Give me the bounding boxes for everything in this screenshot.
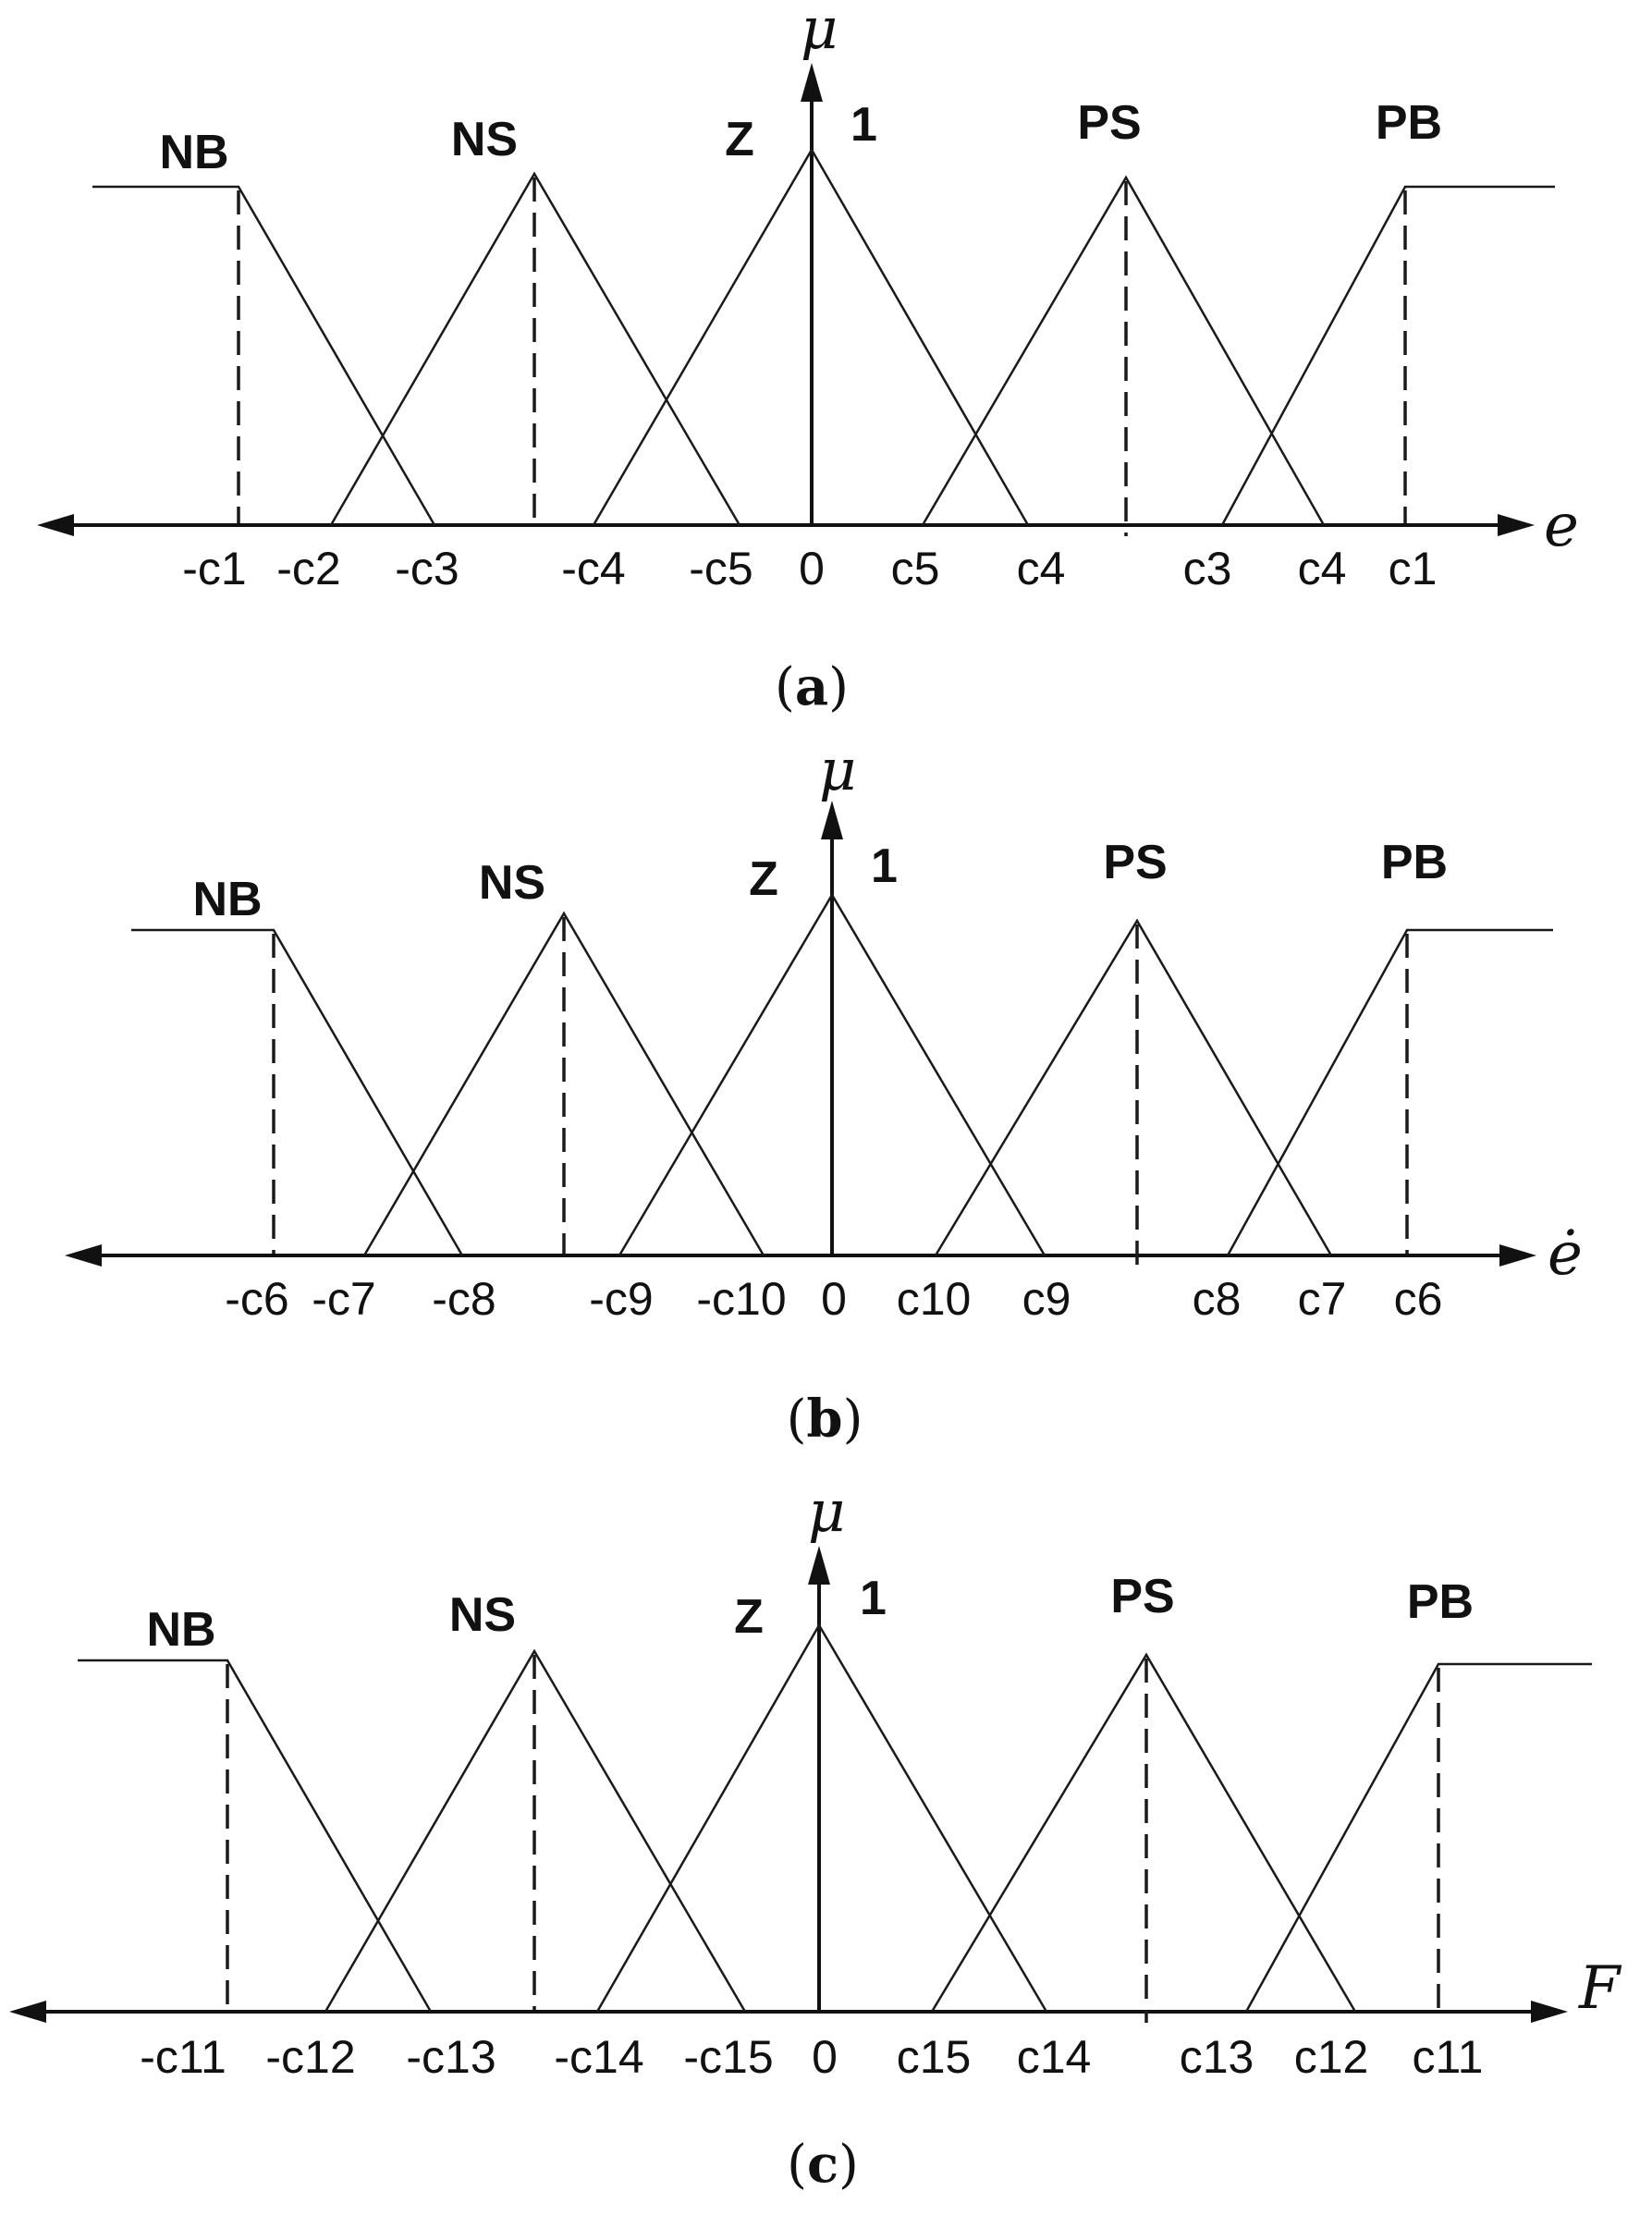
tick-label: 0 <box>812 2031 838 2083</box>
tick-label: -c9 <box>589 1273 654 1325</box>
x-axis-label: ė <box>1548 1220 1583 1289</box>
set-label-ps: PS <box>1077 96 1142 150</box>
tick-label: -c1 <box>182 543 247 594</box>
set-label-ns: NS <box>450 113 519 166</box>
tick-label: -c3 <box>395 543 459 594</box>
membership-pb <box>1222 187 1555 525</box>
membership-z <box>597 1625 1046 2012</box>
tick-label: c1 <box>1388 543 1438 594</box>
tick-label: c5 <box>890 543 940 594</box>
tick-label: c7 <box>1297 1273 1347 1325</box>
set-label-z: Z <box>734 1590 764 1644</box>
tick-label: -c5 <box>689 543 753 594</box>
tick-label: c15 <box>896 2031 972 2083</box>
set-label-pb: PB <box>1406 1575 1475 1629</box>
peak-label: 1 <box>871 839 898 893</box>
set-label-nb: NB <box>146 1603 216 1657</box>
tick-label: -c13 <box>406 2031 496 2083</box>
tick-label: c4 <box>1016 543 1066 594</box>
set-label-z: Z <box>749 852 778 906</box>
tick-label: -c6 <box>225 1273 289 1325</box>
tick-label: c13 <box>1179 2031 1254 2083</box>
set-label-pb: PB <box>1375 96 1443 150</box>
panel-a <box>37 0 1579 717</box>
tick-label: c8 <box>1192 1273 1242 1325</box>
set-label-ns: NS <box>478 856 546 910</box>
tick-label: c10 <box>896 1273 972 1325</box>
axis-arrow-up <box>801 63 823 102</box>
membership-pb <box>1246 1664 1592 2012</box>
tick-label: -c7 <box>312 1273 376 1325</box>
tick-label: c4 <box>1297 543 1347 594</box>
panel-b <box>65 736 1583 1450</box>
membership-ps <box>936 921 1331 1255</box>
tick-label: -c12 <box>265 2031 356 2083</box>
tick-label: -c8 <box>432 1273 496 1325</box>
x-axis-label: F <box>1579 1954 1621 2023</box>
axis-arrow-right <box>1498 514 1535 536</box>
axis-arrow-left <box>65 1244 102 1267</box>
tick-label: -c4 <box>561 543 626 594</box>
membership-ps <box>923 178 1324 525</box>
membership-pb <box>1228 930 1553 1255</box>
panel-c <box>9 1477 1622 2195</box>
tick-label: c9 <box>1022 1273 1071 1325</box>
axis-arrow-right <box>1531 2001 1568 2023</box>
axis-arrow-left <box>9 2001 46 2023</box>
membership-ps <box>932 1655 1355 2012</box>
set-label-ps: PS <box>1103 836 1168 889</box>
set-label-ps: PS <box>1110 1570 1175 1623</box>
tick-label: -c11 <box>140 2031 226 2083</box>
tick-label: c6 <box>1393 1273 1443 1325</box>
axis-arrow-left <box>37 514 74 536</box>
tick-label: 0 <box>821 1273 847 1325</box>
tick-label: c12 <box>1293 2031 1369 2083</box>
tick-label: c11 <box>1412 2031 1484 2083</box>
tick-label: -c15 <box>683 2031 774 2083</box>
membership-nb <box>92 187 434 525</box>
panel-caption: (b) <box>786 1389 863 1450</box>
tick-label: -c2 <box>276 543 341 594</box>
set-label-pb: PB <box>1380 836 1449 889</box>
axis-arrow-right <box>1499 1244 1536 1267</box>
y-axis-label: μ <box>801 0 838 62</box>
tick-label: -c14 <box>554 2031 644 2083</box>
set-label-ns: NS <box>448 1588 517 1642</box>
set-label-z: Z <box>725 113 754 166</box>
y-axis-label: μ <box>819 736 857 803</box>
set-label-nb: NB <box>159 126 229 179</box>
axis-arrow-up <box>808 1546 830 1585</box>
membership-nb <box>78 1660 431 2012</box>
y-axis-label: μ <box>808 1477 846 1545</box>
tick-label: c3 <box>1182 543 1232 594</box>
peak-label: 1 <box>850 98 877 152</box>
tick-label: c14 <box>1016 2031 1092 2083</box>
membership-nb <box>131 930 462 1255</box>
panel-caption: (c) <box>787 2134 859 2195</box>
tick-label: -c10 <box>696 1273 787 1325</box>
peak-label: 1 <box>860 1572 887 1625</box>
axis-arrow-up <box>821 801 843 839</box>
set-label-nb: NB <box>192 873 263 926</box>
panel-caption: (a) <box>774 656 850 717</box>
tick-label: 0 <box>799 543 825 594</box>
x-axis-label: e <box>1544 492 1579 560</box>
